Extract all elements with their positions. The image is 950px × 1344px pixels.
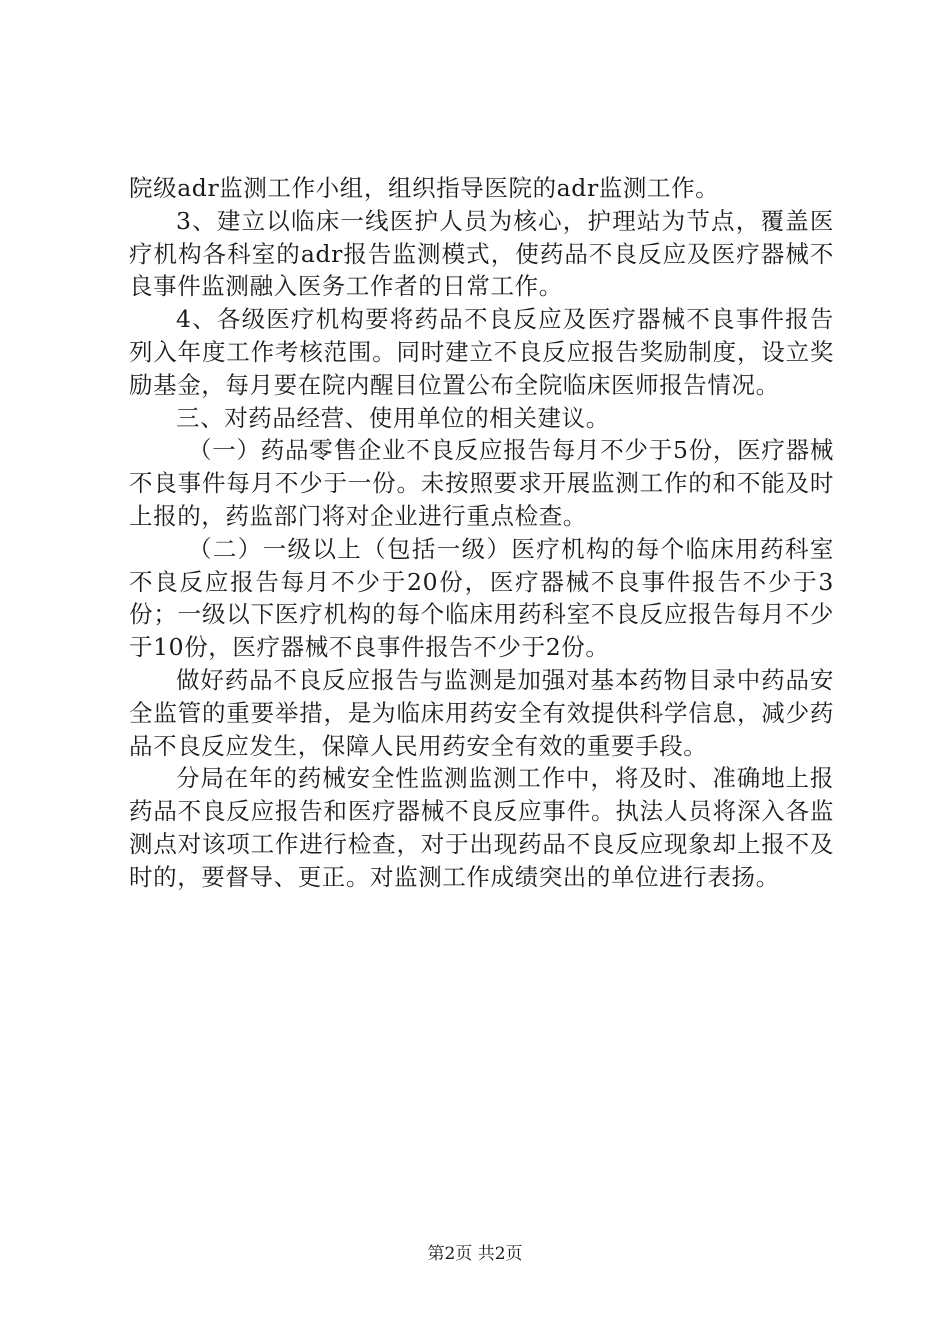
paragraph-item-4: 4、各级医疗机构要将药品不良反应及医疗器械不良事件报告列入年度工作考核范围。同时建立不良反应报告奖励制度，设立奖励基金，每月要在院内醒目位置公布全院临床医师报告情况。 — [129, 305, 834, 399]
page-number-footer: 第2页 共2页 — [427, 1244, 523, 1264]
paragraph-item-3: 3、建立以临床一线医护人员为核心，护理站为节点，覆盖医疗机构各科室的adr报告监测模式，使药品不良反应及医疗器械不良事件监测融入医务工作者的日常工作。 — [129, 206, 834, 301]
paragraph-continuation: 院级adr监测工作小组，组织指导医院的adr监测工作。 — [129, 174, 720, 202]
paragraph-importance: 做好药品不良反应报告与监测是加强对基本药物目录中药品安全监管的重要举措，是为临床用药安全有效提供科学信息，减少药品不良反应发生，保障人民用药安全有效的重要手段。 — [129, 665, 834, 760]
section-heading-3: 三、对药品经营、使用单位的相关建议。 — [176, 403, 610, 432]
paragraph-conclusion: 分局在年的药械安全性监测监测工作中，将及时、准确地上报药品不良反应报告和医疗器械不良反应事件。执法人员将深入各监测点对该项工作进行检查，对于出现药品不良反应现象却上报不及时的，要督导、更正。对监测工作成绩突出的单位进行表扬。 — [129, 764, 834, 891]
paragraph-subitem-1: （一）药品零售企业不良反应报告每月不少于5份，医疗器械不良事件每月不少于一份。未按照要求开展监测工作的和不能及时上报的，药监部门将对企业进行重点检查。 — [129, 436, 834, 530]
paragraph-subitem-2: （二）一级以上（包括一级）医疗机构的每个临床用药科室不良反应报告每月不少于20份，医疗器械不良事件报告不少于3份；一级以下医疗机构的每个临床用药科室不良反应报告每月不少于10份，医疗器械不良事件报告不少于2份。 — [129, 534, 834, 662]
document-body — [129, 172, 834, 894]
